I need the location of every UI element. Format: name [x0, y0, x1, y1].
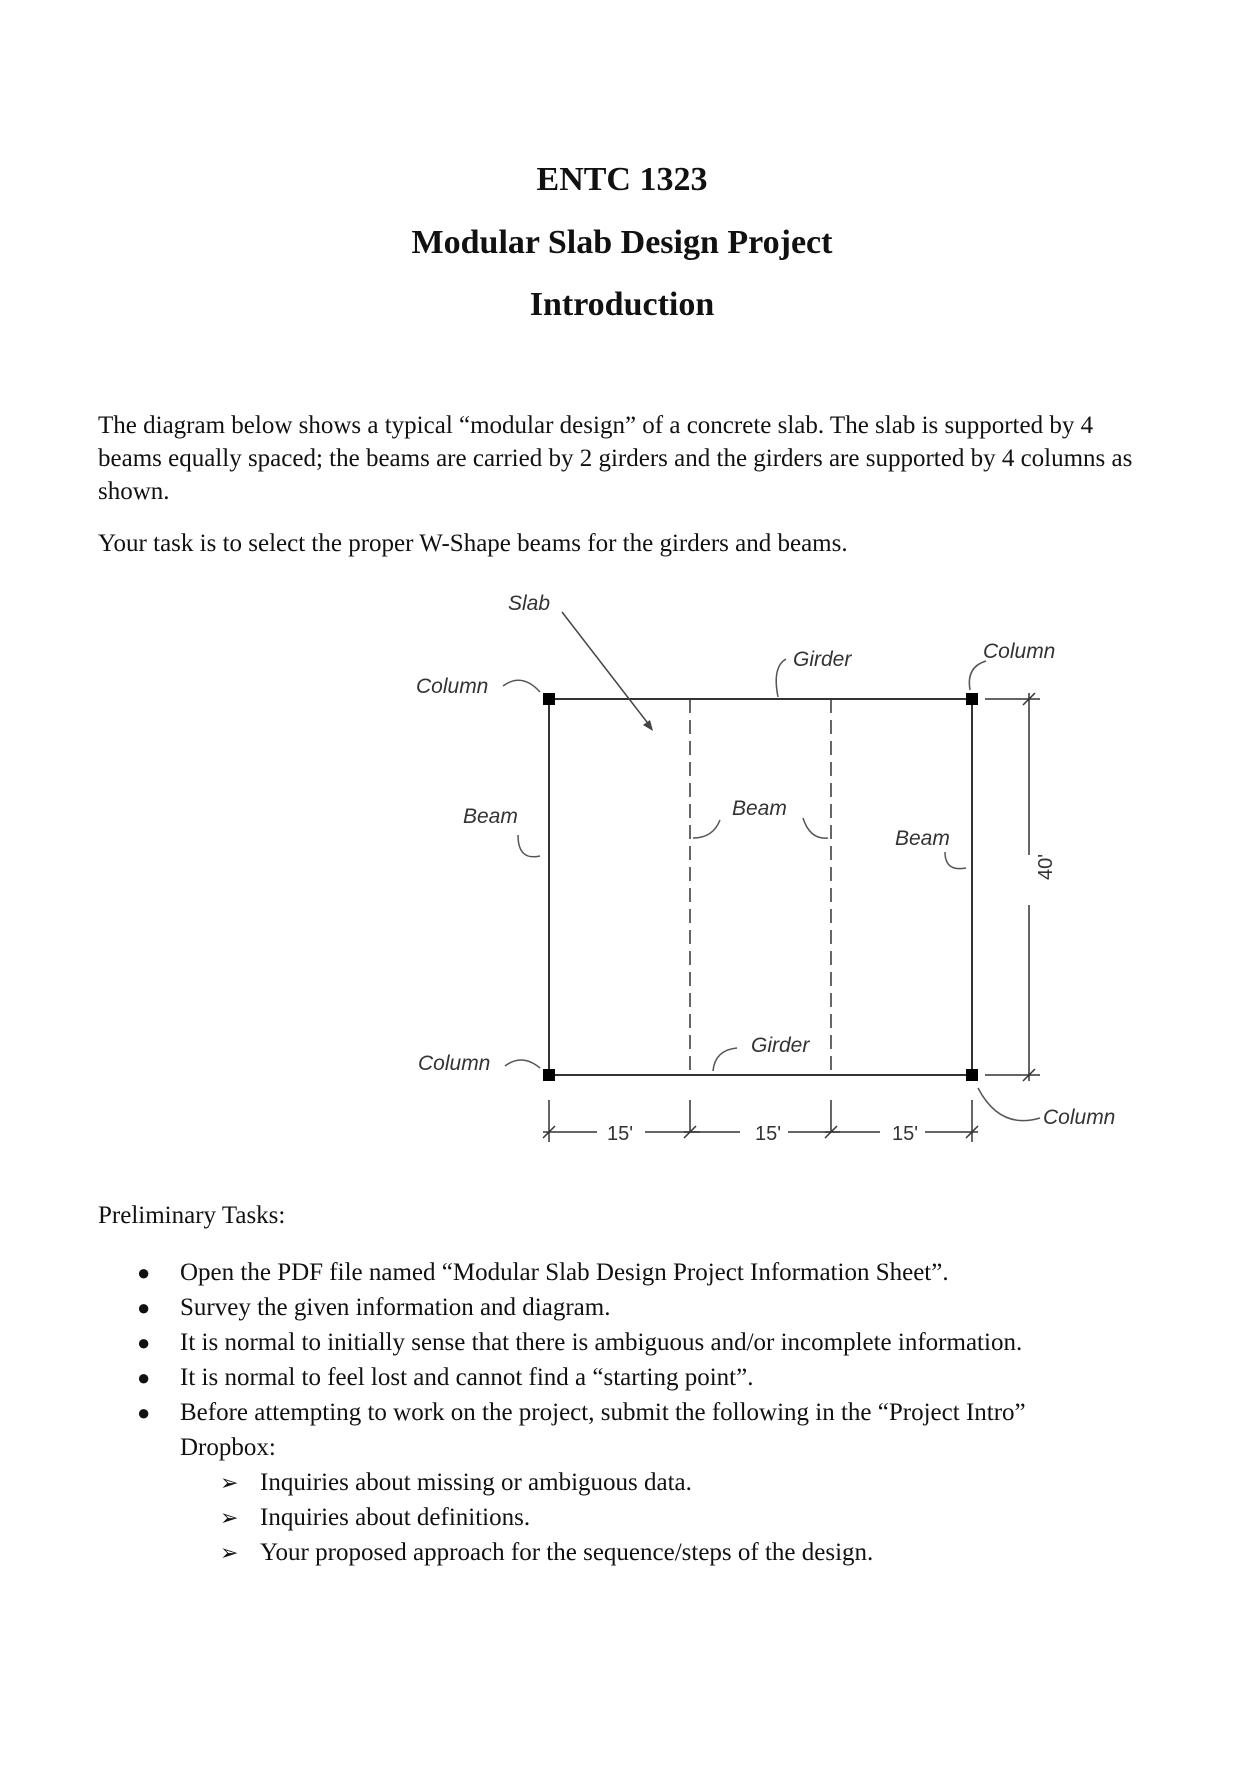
girder-top-label: Girder [793, 648, 852, 671]
subtask-list [180, 1465, 1120, 1570]
task-text: Before attempting to work on the project, submit the following in the “Project Intro” Dropbox: [180, 1399, 1026, 1461]
subtask-text: Inquiries about missing or ambiguous data. [260, 1469, 692, 1496]
subtask-text: Inquiries about definitions. [260, 1504, 531, 1531]
task-text: It is normal to feel lost and cannot find a “starting point”. [180, 1364, 754, 1391]
slab-label: Slab [508, 592, 551, 615]
section-title: Introduction [529, 286, 715, 323]
column-top-right-leader [969, 661, 986, 690]
dim-span-3-label: 15' [892, 1123, 919, 1145]
list-item [0, 1395, 1120, 1570]
tasks-heading: Preliminary Tasks: [98, 1202, 286, 1229]
list-item [0, 1360, 1120, 1395]
beam-right-leader [945, 852, 966, 869]
bullet-icon: ● [137, 1260, 151, 1285]
bullet-icon: ● [137, 1330, 151, 1355]
dim-span-1-label: 15' [607, 1123, 634, 1145]
bullet-icon: ● [137, 1295, 151, 1320]
sub-list-item [180, 1535, 1120, 1570]
girder-bottom-label: Girder [751, 1034, 810, 1057]
slab-arrowhead [643, 720, 653, 731]
course-code: ENTC 1323 [536, 161, 708, 198]
arrow-bullet-icon: ➢ [220, 1540, 239, 1565]
column-bottom-left-leader [505, 1060, 540, 1068]
column-bottom-left-label: Column [418, 1052, 491, 1075]
column-top-left-marker [543, 693, 555, 705]
bullet-icon: ● [137, 1400, 151, 1425]
beam-right-label: Beam [895, 827, 950, 850]
column-top-right-label: Column [983, 640, 1056, 663]
dim-depth-label: 40' [1035, 853, 1057, 880]
task-text: Survey the given information and diagram. [180, 1294, 611, 1321]
arrow-bullet-icon: ➢ [220, 1470, 239, 1495]
task-list [0, 1255, 1244, 1570]
column-top-left-label: Column [416, 675, 489, 698]
column-top-left-leader [503, 680, 540, 692]
list-item [0, 1290, 1120, 1325]
project-title: Modular Slab Design Project [411, 224, 833, 261]
sub-list-item [180, 1465, 1120, 1500]
dim-span-2-label: 15' [755, 1123, 782, 1145]
task-text: It is normal to initially sense that there is ambiguous and/or incomplete information. [180, 1329, 1023, 1356]
task-text: Open the PDF file named “Modular Slab Design Project Information Sheet”. [180, 1259, 949, 1286]
column-bottom-right-label: Column [1043, 1106, 1116, 1129]
beam-middle-leader [693, 820, 720, 838]
beam-middle-right-leader [803, 818, 828, 838]
list-item [0, 1255, 1120, 1290]
column-bottom-right-marker [966, 1069, 978, 1081]
column-bottom-left-marker [543, 1069, 555, 1081]
girder-top-leader [776, 659, 786, 697]
list-item [0, 1325, 1120, 1360]
sub-list-item [180, 1500, 1120, 1535]
beam-middle-label: Beam [732, 797, 787, 820]
intro-paragraph: The diagram below shows a typical “modular design” of a concrete slab. The slab is supported by 4 beams equally spaced; the beams are carried by 2 girders and the girders are supported by 4 columns as shown. [98, 412, 1133, 505]
subtask-text: Your proposed approach for the sequence/steps of the design. [260, 1539, 874, 1566]
column-top-right-marker [966, 693, 978, 705]
arrow-bullet-icon: ➢ [220, 1505, 239, 1530]
bullet-icon: ● [137, 1365, 151, 1390]
beam-left-leader [518, 835, 540, 857]
task-statement: Your task is to select the proper W-Shape beams for the girders and beams. [98, 530, 848, 557]
beam-left-label: Beam [463, 805, 518, 828]
column-bottom-right-leader [978, 1088, 1040, 1121]
girder-bottom-leader [713, 1048, 737, 1071]
slab-leader [562, 612, 650, 726]
